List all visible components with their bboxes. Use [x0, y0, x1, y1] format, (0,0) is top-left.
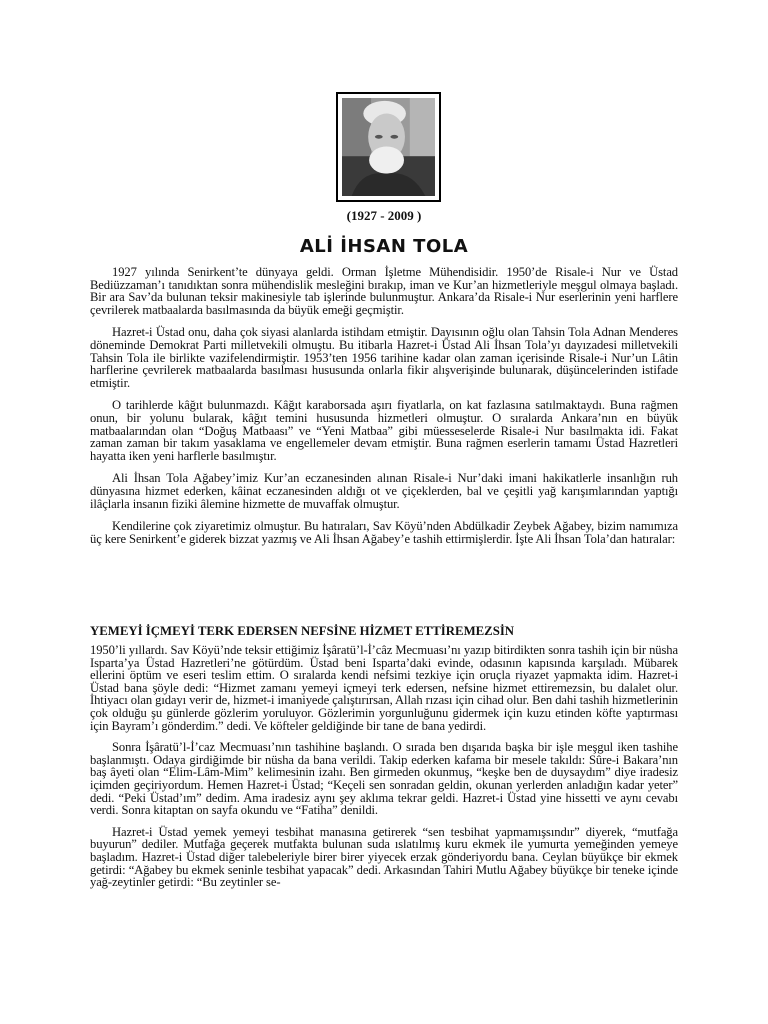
- intro-paragraph: 1927 yılında Senirkent’te dünyaya geldi. Orman İşletme Mühendisidir. 1950’de Risale-i Nur ve Üstad Bediüzzaman’ı tanıdıktan sonra mühendislik mesleğini bırakıp, iman ve Kur’an hizmetleriyle meşgul olmaya başladı. Bir ara Sav’da bulunan teksir makinesiyle tab işlerinde bulunmuştur. Ankara’da Risale-i Nur eserlerinin yeni harflere çevrilerek matbaalarda basılmasında da büyük emeği geçmiştir.: [90, 265, 678, 317]
- intro-paragraph: Ali İhsan Tola Ağabey’imiz Kur’an eczanesinden alınan Risale-i Nur’daki imani hakikatlerle insanlığın ruh dünyasına hizmet ederken, kâinat eczanesinden aldığı ot ve çiçeklerden, bal ve çeşitli yağ karışımlarından yaptığı ilâçlarla insanın fiziki âlemine hizmette de muvaffak olmuştur.: [90, 471, 678, 511]
- memoir-paragraph: Hazret-i Üstad yemek yemeyi tesbihat manasına getirerek “sen tesbihat yapmamışsındır” diyerek, “mutfağa buyurun” dediler. Mutfağa geçerek mutfakta bulunan suda ıslatılmış kuru ekmek ile yumurta yemeğinden yemeye başladım. Hazret-i Üstad diğer talebeleriyle birer birer yiyecek erzak gönderiyordu bana. Ceylan büyükçe bir ekmek getirdi: “Ağabey bu ekmek seninle tesbihat yapacak” dedi. Arkasından Tahiri Mutlu Ağabey büyükçe bir teneke içinde yağ-zeytinler getirdi: “Bu zeytinler se-: [90, 824, 678, 890]
- intro-section: [90, 266, 678, 555]
- intro-paragraph: Hazret-i Üstad onu, daha çok siyasi alanlarda istihdam etmiştir. Dayısının oğlu olan Tahsin Tola Adnan Menderes döneminde Demokrat Parti milletvekili olmuştu. Bu itibarla Hazret-i Üstad Ali İhsan Tola’yı dayızadesi milletvekili Tahsin Tola ile birlikte vazifelendirmiştir. 1953’ten 1956 tarihine kadar olan zaman içerisinde Risale-i Nur’un Lâtin harflerine çevrilerek matbaalarda basılması hususunda onlarla fikir alışverişinde bulunarak, düşüncelerinden istifade etmiştir.: [90, 325, 678, 390]
- memoir-section: [90, 644, 678, 898]
- portrait-image: [342, 98, 435, 196]
- memoir-paragraph: 1950’li yıllardı. Sav Köyü’nde teksir ettiğimiz İşâratü’l-İ’câz Mecmuası’nı yazıp bitirdikten sonra tashih için bir nüsha Isparta’ya Üstad Hazretleri’ne götürdüm. Üstad beni Isparta’daki evinde, odasının kapısında karşıladı. Mübarek ellerini öptüm ve eseri teslim ettim. O sıralarda kendi nefsimi tezkiye için oruçla riyazet yapmakta idim. Hazret-i Üstad bana şöyle dedi: “Hizmet zamanı yemeyi içmeyi terk edersen, nefsine hizmet ettiremezsin, bu dalalet olur. İhtiyacı olan gıdayı verir de, hizmet-i imaniyede çalıştırırsan, Allah rızası için cihad olur. Ben dahi tashih hizmetlerinin çok olduğu şu günlerde gözlerim yoruluyor. Gözlerimin yorgunluğunu gidermek için kuzu etinden köfte yaptırması için Bayram’ı gönderdim.” dedi. Ve köfteler geldiğinde bir tane de bana yedirdi.: [90, 643, 678, 733]
- memoir-paragraph: Sonra İşâratü’l-İ’caz Mecmuası’nın tashihine başlandı. O sırada ben dışarıda başka bir işle meşgul iken tashihe başlanmıştı. Odaya girdiğimde bir nüsha da bana verildi. Takip ederken kafama bir mesele takıldı: Sûre-i Bakara’nın baş âyeti olan “Elim-Lâm-Mim” kelimesinin izahı. Ben girmeden okunmuş, “keşke ben de duysaydım” diye iradesiz içimden geçiriyordum. Hemen Hazret-i Üstad; “Keçeli sen sonradan geldin, okunan yerlerden anladığın kadar yeter” dedi. “Peki Üstad’ım” dedim. Ama iradesiz aynı şey aklıma tekrar geldi. Hazret-i Üstad yine hissetti ve aynı cevabı verdi. Sonra kitaptan on sayfa okundu ve “Fatiha” denildi.: [90, 740, 678, 818]
- intro-paragraph: Kendilerine çok ziyaretimiz olmuştur. Bu hatıraları, Sav Köyü’nden Abdülkadir Zeybek Ağabey, bizim namımıza üç kere Senirkent’e giderek bizzat yazmış ve Ali İhsan Ağabey’e tashih ettirmişlerdir. İşte Ali İhsan Tola’dan hatıralar:: [90, 519, 678, 546]
- intro-paragraph: O tarihlerde kâğıt bulunmazdı. Kâğıt karaborsada aşırı fiyatlarla, on kat fazlasına satılmaktaydı. Buna rağmen onun, bir yolunu bularak, kâğıt temini hususunda hizmetleri olmuştur. O sıralarda Ankara’nın en büyük matbaalarından olan “Doğuş Matbaası” ve “Yeni Matbaa” gibi müesseselerde Risale-i Nur basılmakta idi. Fakat zaman zaman bir takım yasaklama ve engellemeler devam etmiştir. Buna rağmen eserlerin tamamı Üstad Hazretleri hayatta iken yeni harflerle basılmıştır.: [90, 398, 678, 463]
- section-heading: YEMEYİ İÇMEYİ TERK EDERSEN NEFSİNE HİZMET ETTİREMEZSİN: [90, 624, 515, 638]
- portrait-photo: [336, 92, 441, 202]
- life-years: (1927 - 2009 ): [346, 208, 422, 223]
- person-name-title: ALİ İHSAN TOLA: [299, 236, 469, 257]
